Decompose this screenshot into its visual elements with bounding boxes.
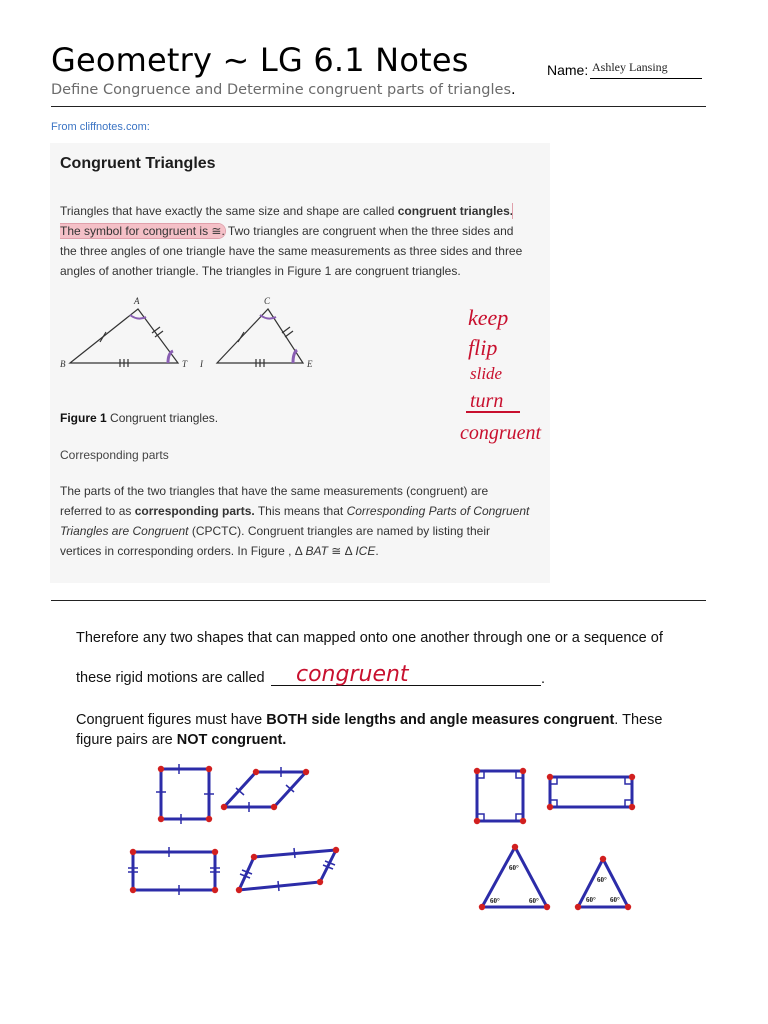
excerpt-paragraph-1 bbox=[60, 201, 530, 281]
tick-mark bbox=[282, 327, 290, 333]
worksheet-section bbox=[66, 622, 674, 922]
vertex-dot bbox=[158, 766, 164, 772]
must-bold-2: NOT congruent. bbox=[176, 732, 287, 748]
vertex-dot bbox=[629, 804, 635, 810]
congruent-requirement-text bbox=[76, 710, 676, 750]
figure-caption-text: Congruent triangles. bbox=[106, 411, 219, 425]
vertex-dot bbox=[212, 887, 218, 893]
para1-text-a: Triangles that have exactly the same size and shape are called bbox=[60, 204, 398, 218]
tick-mark bbox=[100, 332, 106, 342]
vertex-dot bbox=[474, 818, 480, 824]
tick-mark bbox=[278, 881, 279, 891]
note-congruent: congruent bbox=[460, 422, 542, 444]
excerpt-title: Congruent Triangles bbox=[60, 155, 216, 172]
figure-caption bbox=[60, 411, 218, 425]
vertex-dot bbox=[303, 769, 309, 775]
vertex-dot bbox=[474, 768, 480, 774]
rigid-motions-label: these rigid motions are called bbox=[76, 670, 265, 686]
must-bold-1: BOTH side lengths and angle measures congruent bbox=[266, 712, 615, 728]
para2-bold: corresponding parts. bbox=[134, 504, 255, 518]
angle-arc-e bbox=[293, 350, 297, 363]
vertex-label-a: A bbox=[134, 296, 140, 306]
vertex-dot bbox=[600, 856, 606, 862]
vertex-dot bbox=[544, 904, 550, 910]
angle-label: 60° bbox=[509, 864, 519, 872]
page-title: Geometry ~ LG 6.1 Notes bbox=[51, 41, 469, 79]
angle-arc-t bbox=[168, 351, 173, 363]
excerpt-paragraph-2 bbox=[60, 481, 530, 561]
vertex-dot bbox=[512, 844, 518, 850]
angle-label: 60° bbox=[597, 876, 607, 884]
square-tick-marked bbox=[161, 769, 209, 819]
corresponding-parts-heading: Corresponding parts bbox=[60, 448, 169, 462]
vertex-dot bbox=[625, 904, 631, 910]
vertex-dot bbox=[520, 818, 526, 824]
para1-text-b: Two triangles are congruent when the three sides and the three angles of one triangle have the same measurements as three sides and three angles of another triangle. The triangles in Figure 1 are congruent triangles. bbox=[60, 224, 523, 278]
vertex-label-t: T bbox=[182, 359, 188, 369]
tick-mark bbox=[238, 332, 244, 342]
para1-bold: congruent triangles. bbox=[397, 204, 514, 218]
name-underline bbox=[590, 78, 702, 79]
vertex-dot bbox=[158, 816, 164, 822]
vertex-dot bbox=[271, 804, 277, 810]
vertex-dot bbox=[130, 849, 136, 855]
vertex-label-i: I bbox=[200, 359, 203, 369]
angle-label: 60° bbox=[529, 897, 539, 905]
angle-label: 60° bbox=[586, 896, 596, 904]
handwritten-notes bbox=[440, 295, 580, 455]
name-value: Ashley Lansing bbox=[592, 60, 668, 74]
vertex-dot bbox=[253, 769, 259, 775]
vertex-dot bbox=[479, 904, 485, 910]
vertex-dot bbox=[251, 854, 257, 860]
therefore-text: Therefore any two shapes that can mapped onto one another through one or a sequence of bbox=[76, 630, 663, 646]
name-label: Name: bbox=[547, 62, 589, 78]
para2-text-d: ≅ Δ bbox=[327, 544, 356, 558]
rectangle-tick-marked bbox=[133, 852, 215, 890]
vertex-dot bbox=[317, 879, 323, 885]
para2-text-b: This means that bbox=[254, 504, 347, 518]
triangle-name-bat: BAT bbox=[305, 544, 328, 558]
vertex-dot bbox=[236, 887, 242, 893]
note-flip: flip bbox=[468, 335, 498, 360]
vertex-dot bbox=[547, 774, 553, 780]
sentence-period: . bbox=[541, 671, 546, 687]
source-label: From cliffnotes.com: bbox=[51, 121, 150, 133]
triangle-ice bbox=[217, 309, 303, 363]
vertex-dot bbox=[575, 904, 581, 910]
angle-label: 60° bbox=[490, 897, 500, 905]
subtitle-text: Define Congruence and Determine congruent parts of triangles bbox=[51, 82, 511, 98]
subtitle-period: . bbox=[511, 82, 516, 98]
vertex-label-c: C bbox=[264, 296, 271, 306]
para2-text-a: The parts of the two triangles that have the same measurements (congruent) are referred to as bbox=[60, 484, 489, 518]
vertex-dot bbox=[130, 887, 136, 893]
header-divider bbox=[51, 106, 706, 107]
handwritten-answer: congruent bbox=[296, 662, 409, 687]
must-text-a: Congruent figures must have bbox=[76, 712, 267, 728]
tick-mark bbox=[285, 331, 293, 337]
vertex-dot bbox=[520, 768, 526, 774]
angle-label: 60° bbox=[610, 896, 620, 904]
page-subtitle bbox=[51, 82, 516, 98]
vertex-label-e: E bbox=[307, 359, 313, 369]
section-divider bbox=[51, 600, 706, 601]
note-turn: turn bbox=[470, 390, 504, 412]
congruent-symbol-highlight: The symbol for congruent is ≅. bbox=[60, 224, 225, 238]
vertex-dot bbox=[206, 766, 212, 772]
must-text-b: . These figure pairs are bbox=[76, 712, 663, 748]
vertex-dot bbox=[629, 774, 635, 780]
tick-mark bbox=[294, 848, 295, 858]
non-congruent-figures bbox=[66, 762, 674, 922]
vertex-dot bbox=[206, 816, 212, 822]
vertex-dot bbox=[221, 804, 227, 810]
rhombus bbox=[224, 772, 306, 807]
rectangle-right-angles bbox=[550, 777, 632, 807]
para2-text-e: . bbox=[375, 544, 379, 558]
para2-italic: Corresponding Parts of Congruent Triangles are Congruent bbox=[60, 504, 530, 538]
triangle-name-ice: ICE bbox=[355, 544, 376, 558]
note-keep: keep bbox=[468, 305, 509, 330]
figure-label: Figure 1 bbox=[60, 411, 107, 425]
para2-text-c: (CPCTC). Congruent triangles are named by listing their vertices in corresponding orders. In Figure , Δ bbox=[60, 524, 490, 558]
note-slide: slide bbox=[470, 364, 503, 383]
vertex-dot bbox=[333, 847, 339, 853]
vertex-label-b: B bbox=[60, 359, 66, 369]
vertex-dot bbox=[212, 849, 218, 855]
vertex-dot bbox=[547, 804, 553, 810]
triangle-bat bbox=[70, 309, 178, 363]
